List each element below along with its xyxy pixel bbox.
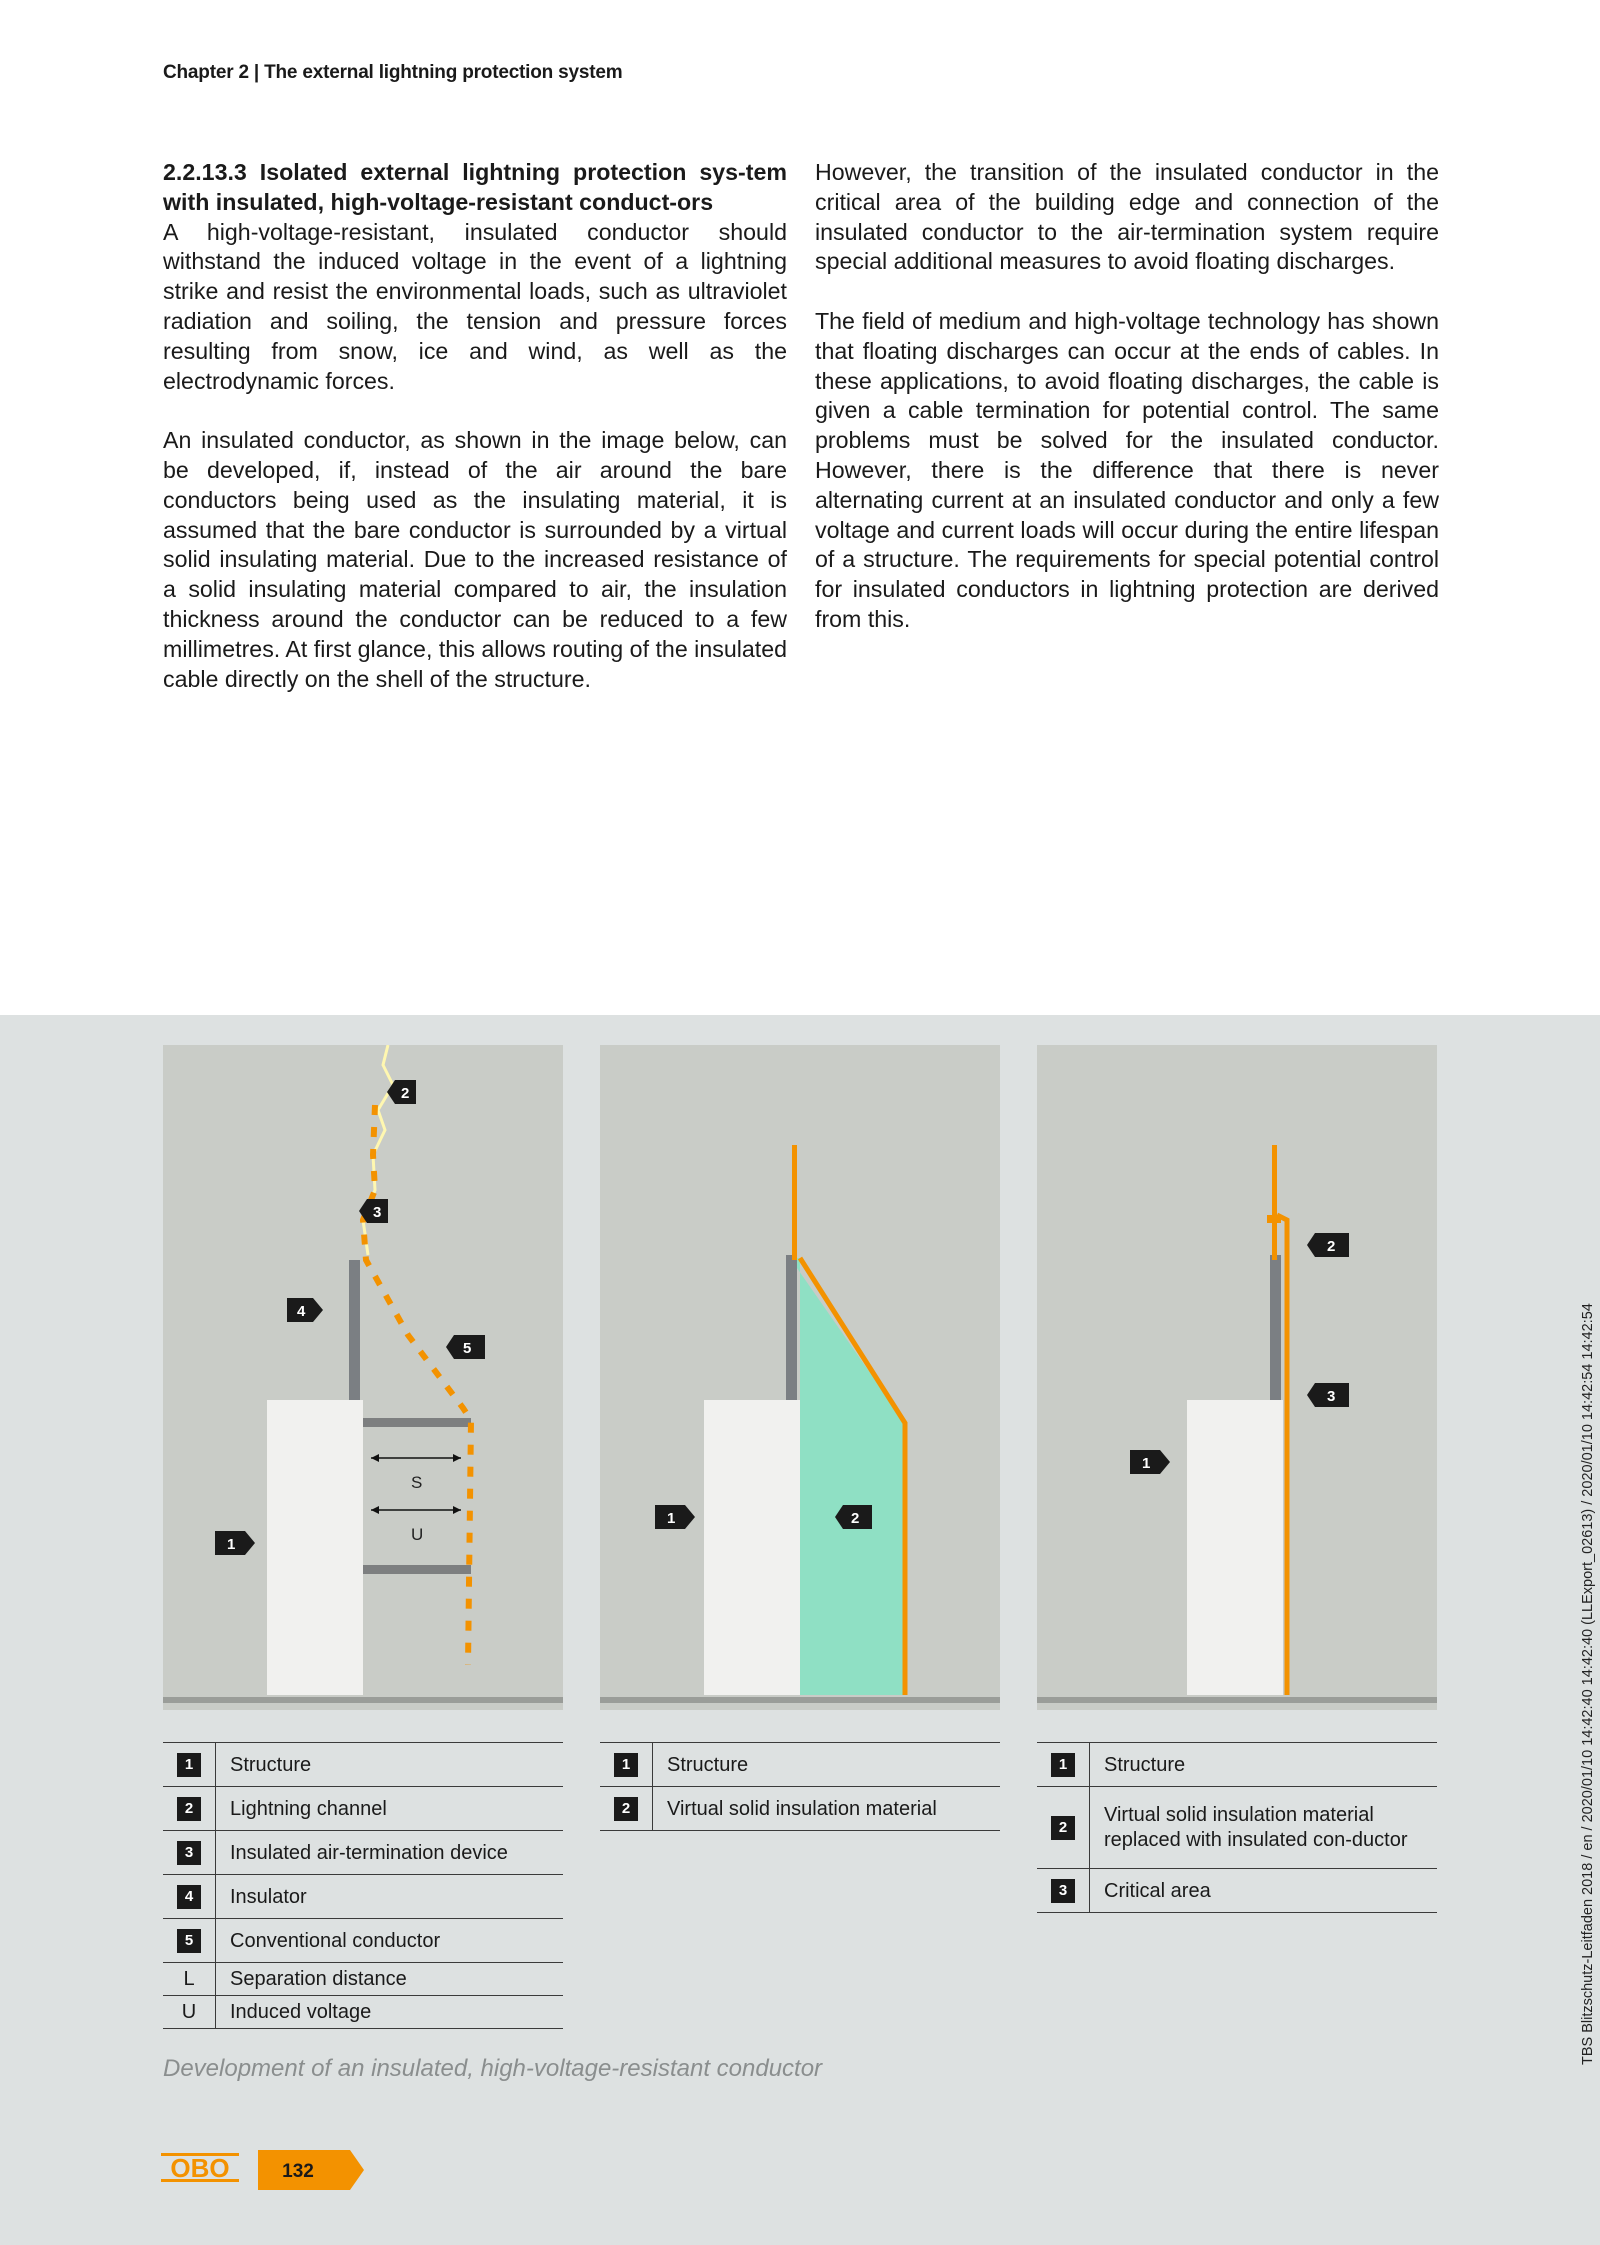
label-s: S <box>411 1473 423 1492</box>
marker-3 <box>1307 1383 1349 1407</box>
label-u: U <box>411 1525 424 1544</box>
legend-text: Critical area <box>1090 1869 1438 1913</box>
figure-caption: Development of an insulated, high-voltage-resistant conductor <box>163 2055 823 2082</box>
legend-text: Insulator <box>216 1875 564 1919</box>
figure-panel-virtual-insulation <box>600 1045 1000 1710</box>
legend-text: Virtual solid insulation material replaced with insulated con-ductor <box>1090 1787 1438 1869</box>
legend-number: 3 <box>1051 1879 1075 1903</box>
legend-text: Lightning channel <box>216 1787 564 1831</box>
legend-number: 2 <box>1051 1816 1075 1840</box>
svg-text:OBO: OBO <box>170 2153 230 2183</box>
obo-logo <box>160 2150 240 2184</box>
legend-text: Structure <box>653 1743 1001 1787</box>
legend-number: 1 <box>1051 1753 1075 1777</box>
svg-text:4: 4 <box>297 1303 306 1320</box>
svg-text:2: 2 <box>1327 1238 1336 1255</box>
legend-text: Insulated air-termination device <box>216 1831 564 1875</box>
svg-text:5: 5 <box>463 1340 472 1357</box>
figure-panel-insulated-conductor <box>1037 1045 1437 1710</box>
svg-text:1: 1 <box>1142 1455 1151 1472</box>
svg-text:3: 3 <box>373 1204 382 1221</box>
legend-table-2 <box>600 1742 1000 1831</box>
legend-table-3 <box>1037 1742 1437 1913</box>
svg-text:1: 1 <box>227 1536 236 1553</box>
page-number-tab <box>258 2150 364 2190</box>
left-text-column <box>163 158 787 724</box>
legend-text: Separation distance <box>216 1963 564 1996</box>
chapter-header: Chapter 2 | The external lightning protection system <box>163 62 623 83</box>
legend-number: 2 <box>177 1797 201 1821</box>
legend-number: 5 <box>177 1929 201 1953</box>
paragraph: A high-voltage-resistant, insulated conductor should withstand the induced voltage in the event of a lightning strike and resist the environmental loads, such as ultraviolet radiation and soiling, the tension and pressure forces resulting from snow, ice and wind, as well as the electrodynamic forces. <box>163 218 787 394</box>
legend-text: Conventional conductor <box>216 1919 564 1963</box>
svg-text:3: 3 <box>1327 1388 1336 1405</box>
legend-text: Induced voltage <box>216 1996 564 2029</box>
paragraph: The field of medium and high-voltage technology has shown that floating discharges can occur at the ends of cables. In these applications, to avoid floating discharges, the cable is given a cable termination for potential control. The same problems must be solved for the insulated conductor. However, there is the difference that there is never alternating current at an insulated conductor and only a few voltage and current loads will occur during the entire lifespan of a structure. The requirements for special potential control for insulated conductors in lightning protection are derived from this. <box>815 307 1439 632</box>
figure-panel-conventional <box>163 1045 563 1710</box>
legend-number: 2 <box>614 1797 638 1821</box>
legend-table-1 <box>163 1742 563 2029</box>
svg-text:2: 2 <box>851 1510 860 1527</box>
legend-number: 1 <box>177 1753 201 1777</box>
page-number: 132 <box>282 2161 314 2182</box>
marker-2 <box>1307 1233 1349 1257</box>
legend-letter: U <box>163 1996 216 2029</box>
right-text-column <box>815 158 1439 665</box>
svg-text:2: 2 <box>401 1085 410 1102</box>
legend-number: 3 <box>177 1841 201 1865</box>
panel-illustration <box>163 1045 563 1710</box>
legend-text: Virtual solid insulation material <box>653 1787 1001 1831</box>
panel-illustration <box>1037 1045 1437 1710</box>
svg-text:1: 1 <box>667 1510 676 1527</box>
side-print-info: TBS Blitzschutz-Leitfaden 2018 / en / 2020/01/10 14:42:40 14:42:40 (LLExport_02613) / 2020/01/10 14:42:54 14:42:54 <box>1580 1303 1596 2065</box>
legend-letter: L <box>163 1963 216 1996</box>
legend-text: Structure <box>1090 1743 1438 1787</box>
panel-illustration <box>600 1045 1000 1710</box>
legend-number: 1 <box>614 1753 638 1777</box>
paragraph: However, the transition of the insulated conductor in the critical area of the building edge and connection of the insulated conductor to the air-termination system require special additional measures to avoid floating discharges. <box>815 159 1439 275</box>
legend-number: 4 <box>177 1885 201 1909</box>
section-heading: 2.2.13.3 Isolated external lightning protection sys-tem with insulated, high-voltage-resistant conduct-ors <box>163 159 787 215</box>
paragraph: An insulated conductor, as shown in the image below, can be developed, if, instead of the air around the bare conductors being used as the insulating material, it is assumed that the bare conductor is surrounded by a virtual solid insulating material. Due to the increased resistance of a solid insulating material compared to air, the insulation thickness around the conductor can be reduced to a few millimetres. At first glance, this allows routing of the insulated cable directly on the shell of the structure. <box>163 427 787 692</box>
marker-5 <box>446 1335 485 1359</box>
legend-text: Structure <box>216 1743 564 1787</box>
